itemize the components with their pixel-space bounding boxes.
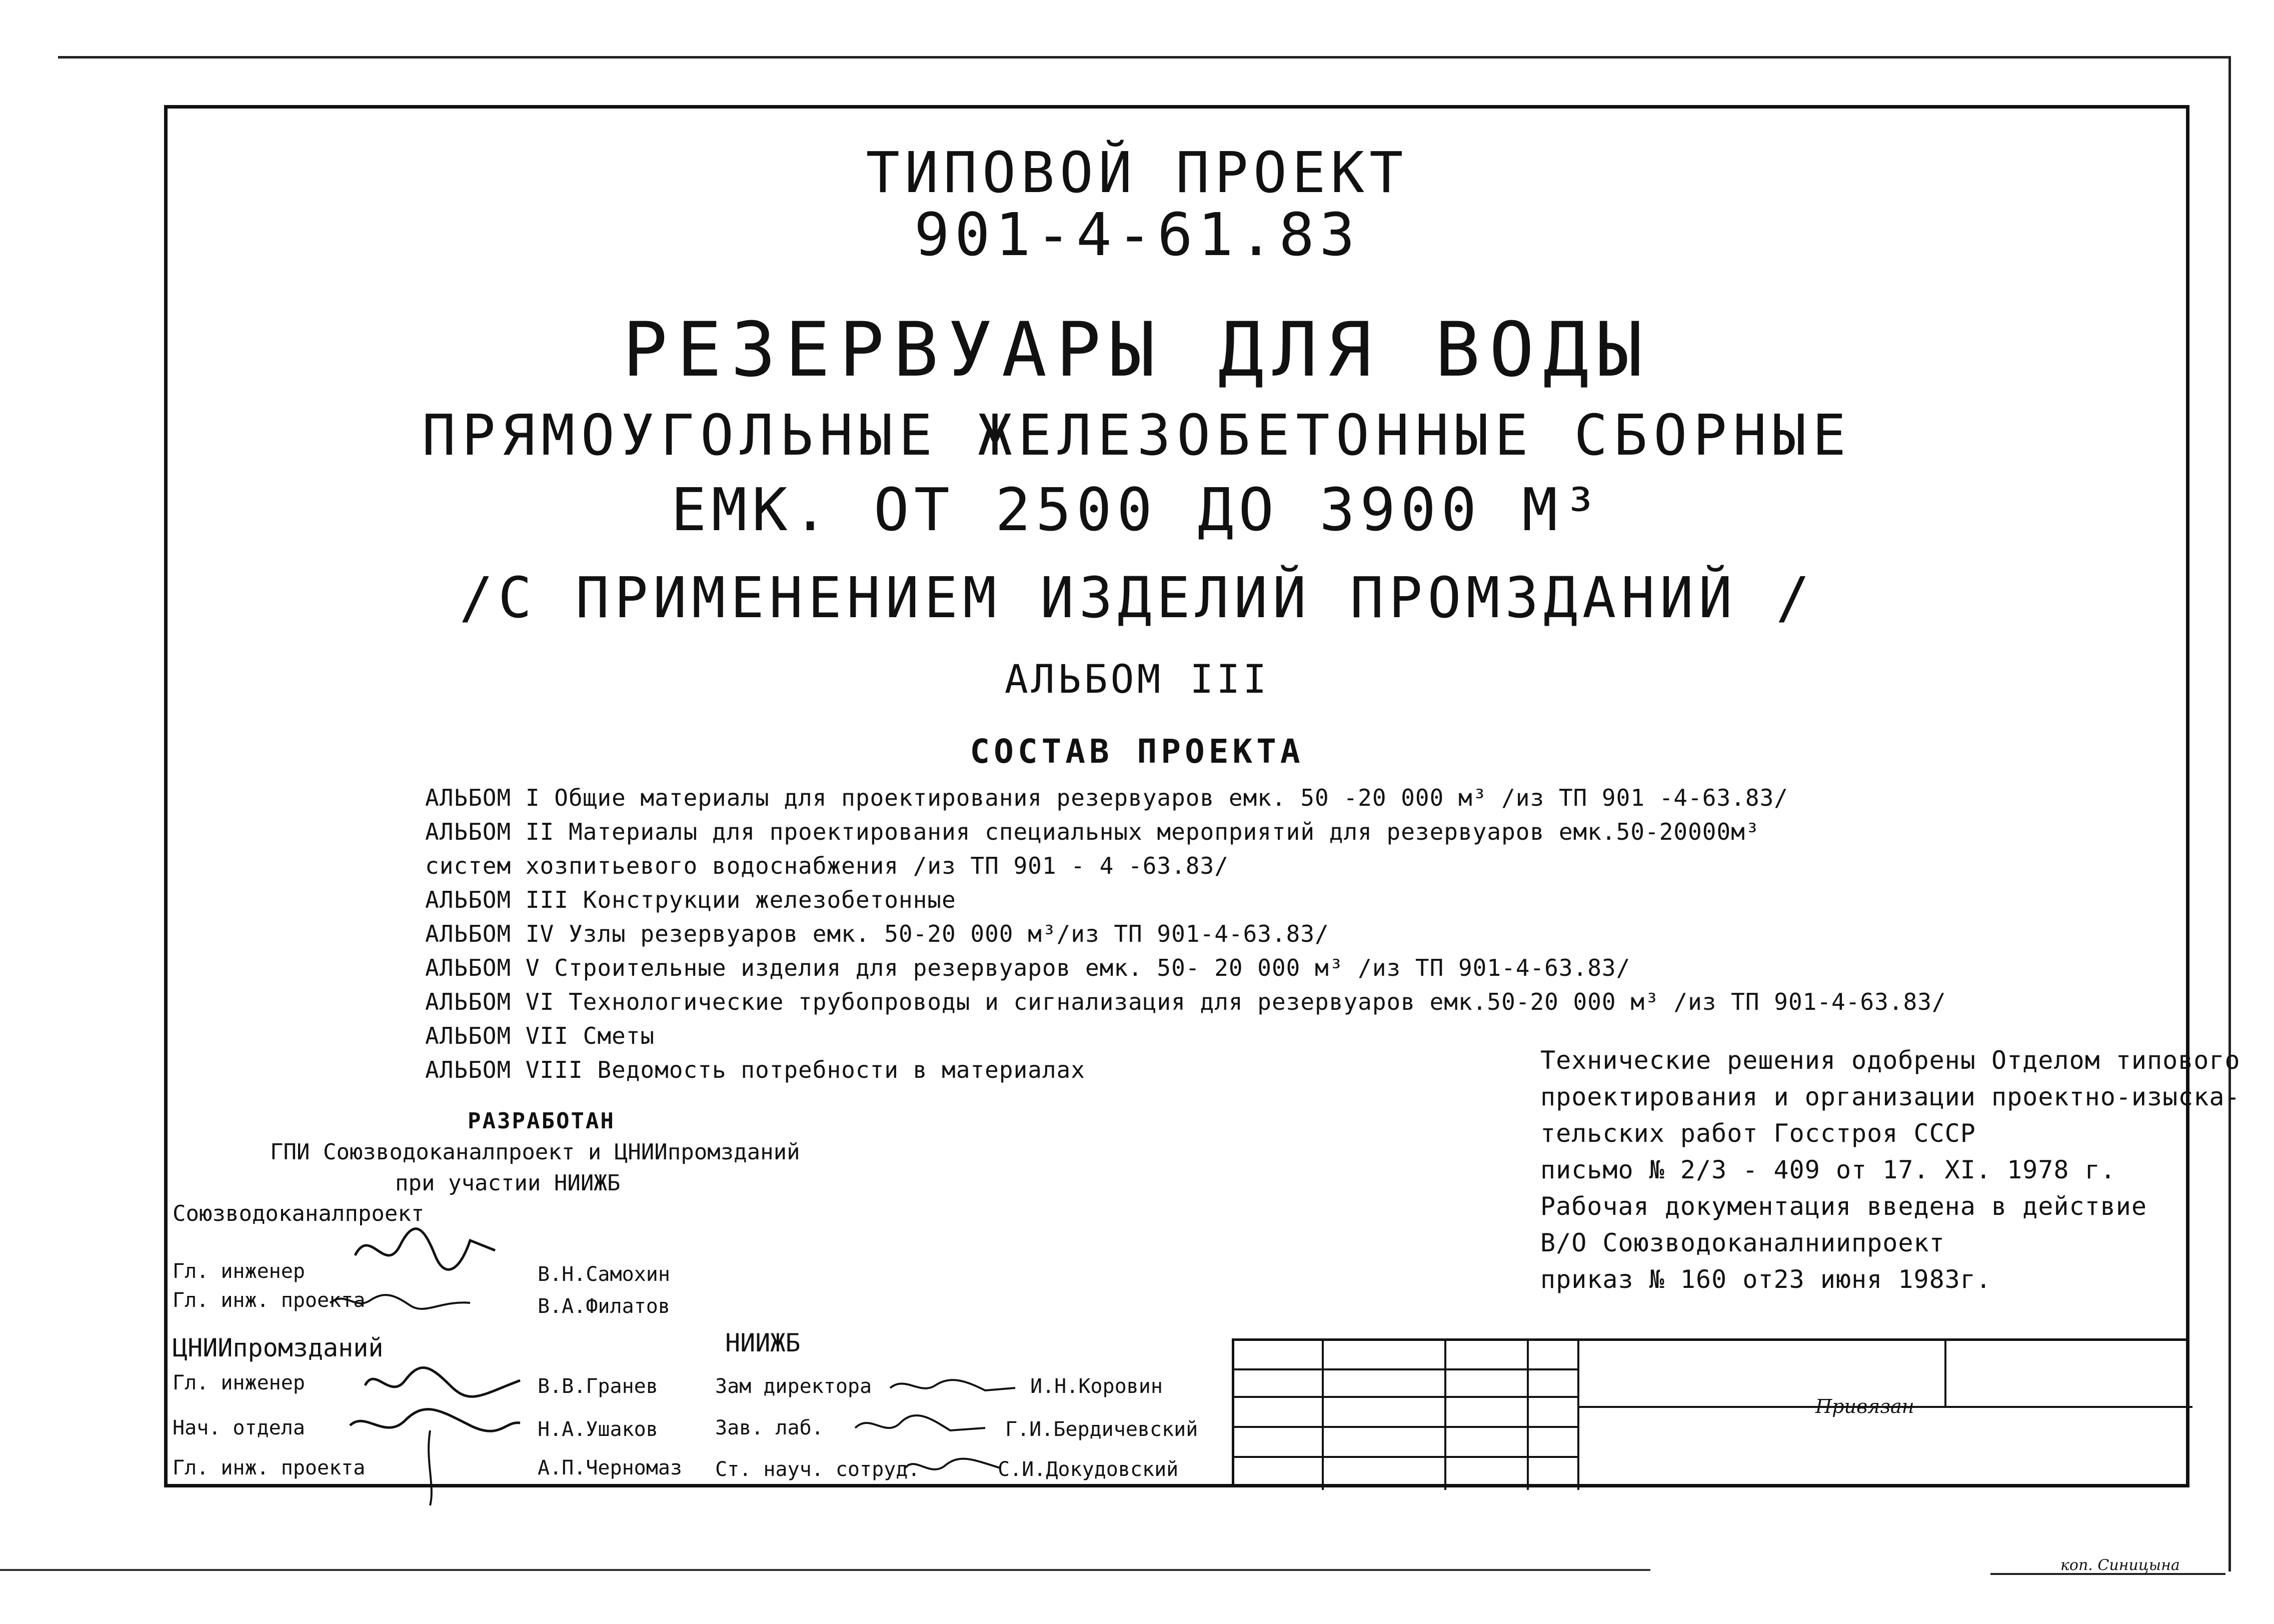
developed-by: ГПИ Союзводоканалпроект и ЦНИИпромзданий (270, 1139, 800, 1165)
person-name: Г.И.Бердичевский (1005, 1418, 1198, 1441)
signature (850, 1408, 990, 1443)
album-list-item: АЛЬБОМ I Общие материалы для проектирования резервуаров емк. 50 -20 000 м³ /из ТП 901 -4-63.83/ (425, 784, 1788, 811)
role-label: Гл. инженер (173, 1260, 305, 1283)
role-label: Гл. инж. проекта (173, 1456, 366, 1479)
title-block-grid (1232, 1338, 2189, 1487)
album-number: АЛЬБОМ III (1004, 657, 1270, 702)
subtitle-capacity: ЕМК. ОТ 2500 ДО 3900 М³ (671, 475, 1603, 544)
signature (350, 1220, 500, 1280)
approval-note-line: Рабочая документация введена в действие (1540, 1192, 2147, 1221)
album-list-item: АЛЬБОМ VII Сметы (425, 1022, 655, 1049)
signature (325, 1285, 475, 1315)
person-name: Н.А.Ушаков (538, 1418, 658, 1441)
approval-note-line: письмо № 2/3 - 409 от 17. XI. 1978 г. (1540, 1155, 2116, 1184)
signature (885, 1370, 1020, 1400)
role-label: Зав. лаб. (715, 1416, 824, 1439)
album-list-item: АЛЬБОМ IV Узлы резервуаров емк. 50-20 000 м³/из ТП 901-4-63.83/ (425, 920, 1329, 947)
person-name: С.И.Докудовский (998, 1458, 1179, 1481)
signature (360, 1360, 525, 1405)
grid-line (1234, 1396, 1579, 1398)
linked-stamp-label: Привязан (1815, 1395, 1914, 1417)
album-list-item: АЛЬБОМ V Строительные изделия для резервуаров емк. 50- 20 000 м³ /из ТП 901-4-63.83/ (425, 954, 1631, 981)
role-label: Ст. науч. сотруд. (715, 1458, 920, 1481)
album-list-item: АЛЬБОМ VIII Ведомость потребности в материалах (425, 1056, 1085, 1083)
approval-note-line: В/О Союзводоканалниипроект (1540, 1228, 1945, 1257)
grid-line (1234, 1456, 1579, 1458)
person-name: В.В.Гранев (538, 1375, 658, 1398)
project-number: 901-4-61.83 (914, 200, 1360, 269)
approval-note-line: Технические решения одобрены Отделом типового (1540, 1046, 2240, 1075)
grid-line (1944, 1341, 1946, 1406)
subtitle-application: /С ПРИМЕНЕНИЕМ ИЗДЕЛИЙ ПРОМЗДАНИЙ / (459, 566, 1815, 631)
title-type-project: ТИПОВОЙ ПРОЕКТ (866, 141, 1408, 206)
grid-line (1322, 1341, 1324, 1490)
grid-line (1234, 1426, 1579, 1428)
person-name: В.Н.Самохин (538, 1263, 670, 1286)
approval-note-line: проектирования и организации проектно-изыска- (1540, 1082, 2240, 1111)
album-list-item: АЛЬБОМ III Конструкции железобетонные (425, 886, 956, 913)
album-list-item: АЛЬБОМ VI Технологические трубопроводы и сигнализация для резервуаров емк.50-20 000 м³ /из ТП 901-4-63.83/ (425, 988, 1946, 1015)
role-label: Гл. инженер (173, 1371, 305, 1394)
composition-heading: СОСТАВ ПРОЕКТА (970, 732, 1304, 771)
grid-line (1444, 1341, 1446, 1490)
copyist-note: коп. Синицына (2060, 1556, 2180, 1574)
org-soyuzvodokanalproekt: Союзводоканалпроект (173, 1201, 425, 1226)
role-label: Гл. инж. проекта (173, 1289, 366, 1312)
signature (900, 1450, 1005, 1480)
approval-note-line: тельских работ Госстроя СССР (1540, 1119, 1976, 1148)
album-list-item: систем хозпитьевого водоснабжения /из ТП 901 - 4 -63.83/ (425, 852, 1229, 879)
org-niizhb: НИИЖБ (725, 1328, 801, 1357)
approval-note-line: приказ № 160 от23 июня 1983г. (1540, 1265, 1991, 1294)
signature (345, 1400, 525, 1510)
album-list-item: АЛЬБОМ II Материалы для проектирования специальных мероприятий для резервуаров емк.50-20000м³ (425, 818, 1760, 845)
role-label: Нач. отдела (173, 1416, 305, 1439)
person-name: В.А.Филатов (538, 1295, 670, 1318)
developed-heading: РАЗРАБОТАН (468, 1108, 615, 1134)
main-title: РЕЗЕРВУАРЫ ДЛЯ ВОДЫ (622, 307, 1652, 394)
grid-line (1577, 1341, 1579, 1490)
developed-participation: при участии НИИЖБ (395, 1170, 621, 1196)
role-label: Зам директора (715, 1375, 872, 1398)
subtitle-construction: ПРЯМОУГОЛЬНЫЕ ЖЕЛЕЗОБЕТОННЫЕ СБОРНЫЕ (422, 403, 1852, 468)
person-name: И.Н.Коровин (1030, 1375, 1163, 1398)
outer-frame-bottom-line (0, 1569, 1650, 1571)
person-name: А.П.Черномаз (538, 1456, 682, 1479)
org-tsniipromzdaniy: ЦНИИпромзданий (173, 1333, 384, 1362)
grid-line (1234, 1368, 1579, 1370)
grid-line (1527, 1341, 1529, 1490)
